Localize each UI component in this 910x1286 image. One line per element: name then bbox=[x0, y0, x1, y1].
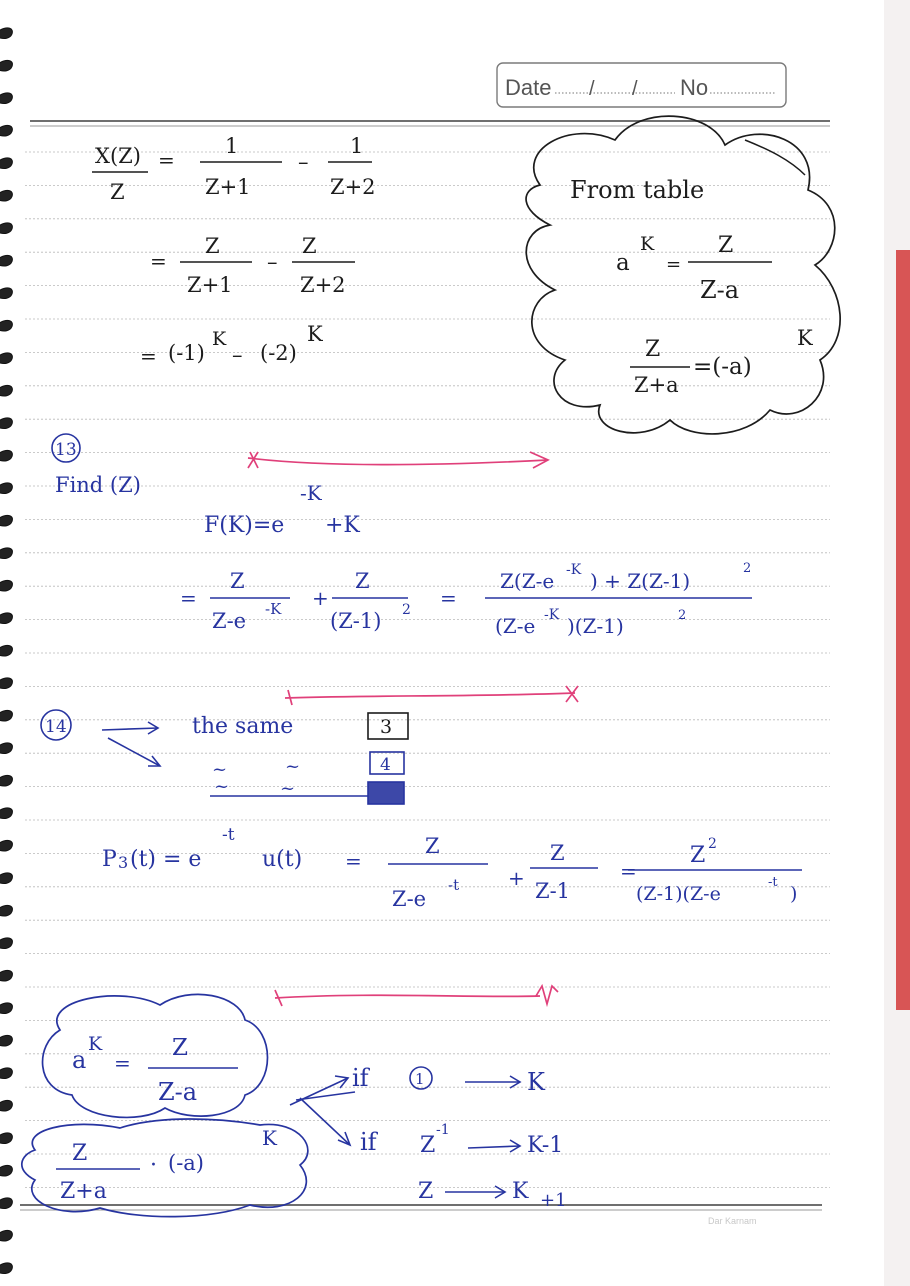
term-neg-1: (-1) bbox=[168, 341, 205, 365]
spiral-ring bbox=[0, 60, 12, 71]
spiral-ring bbox=[0, 873, 12, 884]
date-separator-2: / bbox=[632, 78, 638, 100]
ditto-1b: ~ bbox=[285, 756, 301, 777]
red-page-edge bbox=[896, 250, 910, 1010]
cloud-z-minus-a: Z-a bbox=[700, 276, 740, 304]
term-neg-2: (-2) bbox=[260, 341, 297, 365]
box-3-value: 3 bbox=[380, 716, 393, 738]
cloud-equals-neg-a: =(-a) bbox=[693, 354, 752, 380]
plus-one-subscript: +1 bbox=[540, 1190, 567, 1211]
spiral-ring bbox=[0, 353, 12, 364]
date-separator-1: / bbox=[589, 78, 595, 100]
z-inverse: Z bbox=[420, 1133, 436, 1158]
cloud-z-num-2: Z bbox=[645, 337, 661, 362]
p3-frac3-den-close: ) bbox=[790, 883, 798, 905]
frac13c-num-a: Z(Z-e bbox=[500, 569, 555, 593]
minus-2: – bbox=[267, 250, 278, 274]
cloud-exp-k-2: K bbox=[797, 326, 813, 350]
frac13c-den-sq: 2 bbox=[678, 608, 687, 623]
cloud-equals: = bbox=[666, 254, 682, 275]
summary-exp-k: K bbox=[88, 1033, 103, 1055]
fk-definition: F(K)=e bbox=[204, 513, 285, 538]
x-of-z-denominator: Z bbox=[110, 180, 125, 204]
p3-lhs: P bbox=[102, 847, 117, 872]
summary-z-plus-a: Z+a bbox=[60, 1179, 107, 1204]
spiral-ring bbox=[0, 613, 12, 624]
p3-equals-2: = bbox=[620, 859, 637, 883]
spiral-ring bbox=[0, 1003, 12, 1014]
cloud-exp-k: K bbox=[640, 233, 655, 255]
spiral-ring bbox=[0, 385, 12, 396]
spiral-ring bbox=[0, 223, 12, 234]
box-scribbled bbox=[368, 782, 404, 804]
the-same-label: the same bbox=[192, 714, 294, 739]
z-inverse-exp: -1 bbox=[436, 1122, 450, 1138]
p3-frac2-den: Z-1 bbox=[535, 879, 571, 903]
cloud-z-num: Z bbox=[718, 233, 734, 258]
numerator-z-a: Z bbox=[205, 234, 220, 258]
spiral-ring bbox=[0, 1198, 12, 1209]
spiral-ring bbox=[0, 1230, 12, 1241]
spiral-ring bbox=[0, 678, 12, 689]
spiral-ring bbox=[0, 288, 12, 299]
spiral-ring bbox=[0, 808, 12, 819]
summary-z-num-2: Z bbox=[72, 1141, 88, 1166]
box-4-value: 4 bbox=[380, 755, 391, 775]
equals-1: = bbox=[158, 148, 175, 172]
spiral-ring bbox=[0, 1068, 12, 1079]
summary-z-3: Z bbox=[418, 1179, 434, 1204]
spiral-ring bbox=[0, 1263, 12, 1274]
spiral-ring bbox=[0, 483, 12, 494]
frac13b-num: Z bbox=[355, 569, 370, 593]
p3-frac1-den-exp: -t bbox=[448, 876, 460, 894]
denominator-z-plus-1: Z+1 bbox=[205, 175, 251, 199]
ditto-2a: ~ bbox=[214, 776, 230, 797]
from-table-title: From table bbox=[570, 176, 705, 204]
spiral-ring bbox=[0, 1035, 12, 1046]
p3-frac1-num: Z bbox=[425, 834, 440, 858]
p3-frac3-den-exp: -t bbox=[768, 875, 778, 890]
summary-exp-k-2: K bbox=[262, 1126, 277, 1150]
date-label: Date bbox=[505, 75, 552, 100]
spiral-ring bbox=[0, 1165, 12, 1176]
to-k-plus: K bbox=[512, 1179, 529, 1204]
spiral-ring bbox=[0, 645, 12, 656]
spiral-ring bbox=[0, 970, 12, 981]
spiral-ring bbox=[0, 840, 12, 851]
frac13b-den: (Z-1) bbox=[330, 609, 382, 633]
spiral-ring bbox=[0, 548, 12, 559]
denominator-z-plus-2: Z+2 bbox=[330, 175, 376, 199]
minus-3: – bbox=[232, 343, 243, 367]
p3-plus: + bbox=[508, 866, 525, 890]
cloud-a: a bbox=[616, 250, 630, 276]
spiral-ring bbox=[0, 580, 12, 591]
number-label: No bbox=[680, 75, 709, 100]
frac13c-num-sq: 2 bbox=[743, 561, 752, 576]
spiral-ring bbox=[0, 93, 12, 104]
p3-frac3-num-sq: 2 bbox=[708, 836, 717, 852]
spiral-ring bbox=[0, 1133, 12, 1144]
ditto-2b: ~ bbox=[280, 778, 296, 799]
equals-3: = bbox=[140, 344, 157, 368]
spiral-ring bbox=[0, 190, 12, 201]
p3-exponent: -t bbox=[222, 825, 235, 845]
denominator-z-plus-1-b: Z+1 bbox=[187, 273, 233, 297]
equals-13b: = bbox=[440, 586, 457, 610]
p3-equals-1: = bbox=[345, 849, 362, 873]
spiral-ring bbox=[0, 905, 12, 916]
p3-frac3-num: Z bbox=[690, 843, 706, 868]
summary-z-num: Z bbox=[172, 1035, 188, 1061]
p3-frac3-den: (Z-1)(Z-e bbox=[636, 883, 721, 905]
summary-dot: · bbox=[150, 1153, 157, 1178]
spiral-ring bbox=[0, 255, 12, 266]
plus-13: + bbox=[312, 586, 329, 610]
ditto-1a: ~ bbox=[212, 759, 228, 780]
frac13c-num-b: ) + Z(Z-1) bbox=[590, 569, 691, 593]
spiral-ring bbox=[0, 125, 12, 136]
to-k: K bbox=[527, 1068, 545, 1096]
frac13a-num: Z bbox=[230, 569, 245, 593]
if-label-2: if bbox=[360, 1128, 377, 1156]
frac13a-den: Z-e bbox=[212, 609, 247, 633]
spiral-ring bbox=[0, 418, 12, 429]
equals-2: = bbox=[150, 249, 167, 273]
plus-k: +K bbox=[325, 513, 360, 538]
numerator-1a: 1 bbox=[225, 134, 239, 158]
p3-frac1-den: Z-e bbox=[392, 887, 427, 911]
denominator-z-plus-2-b: Z+2 bbox=[300, 273, 346, 297]
x-of-z: X(Z) bbox=[95, 144, 141, 168]
spiral-ring bbox=[0, 158, 12, 169]
numerator-1b: 1 bbox=[350, 134, 364, 158]
summary-a: a bbox=[72, 1046, 87, 1074]
if-label-1: if bbox=[352, 1064, 369, 1092]
p3-lhs-rest: (t) = e bbox=[130, 847, 202, 872]
equals-13a: = bbox=[180, 586, 197, 610]
spiral-ring bbox=[0, 775, 12, 786]
find-z-label: Find (Z) bbox=[55, 473, 141, 497]
summary-neg-a: (-a) bbox=[168, 1151, 205, 1175]
frac13a-den-exp: -K bbox=[265, 600, 282, 618]
fk-exponent: -K bbox=[300, 481, 322, 505]
summary-z-minus-a: Z-a bbox=[158, 1078, 198, 1106]
circled-one-value: 1 bbox=[415, 1070, 425, 1088]
notebook-brand: Dar Karnam bbox=[708, 1216, 757, 1226]
spiral-ring bbox=[0, 938, 12, 949]
frac13c-num-exp: -K bbox=[566, 562, 582, 578]
p3-unit-step: u(t) bbox=[262, 847, 303, 872]
spiral-ring bbox=[0, 450, 12, 461]
to-k-minus-1: K-1 bbox=[527, 1133, 564, 1158]
spiral-ring bbox=[0, 515, 12, 526]
frac13c-den-a: (Z-e bbox=[495, 614, 536, 638]
frac13b-den-sq: 2 bbox=[402, 602, 411, 618]
spiral-ring bbox=[0, 743, 12, 754]
exp-k-2: K bbox=[307, 322, 323, 346]
exp-k-1: K bbox=[212, 328, 227, 350]
summary-equals: = bbox=[114, 1051, 131, 1075]
p3-subscript: 3 bbox=[118, 853, 129, 872]
numerator-z-b: Z bbox=[302, 234, 317, 258]
problem-14-number: 14 bbox=[45, 717, 67, 737]
frac13c-den-exp: -K bbox=[544, 607, 560, 623]
minus-1: – bbox=[298, 150, 309, 174]
frac13c-den-b: )(Z-1) bbox=[567, 614, 624, 638]
spiral-ring bbox=[0, 710, 12, 721]
cloud-z-plus-a: Z+a bbox=[634, 373, 679, 397]
p3-frac2-num: Z bbox=[550, 841, 565, 865]
problem-13-number: 13 bbox=[55, 440, 77, 460]
spiral-ring bbox=[0, 28, 12, 39]
spiral-ring bbox=[0, 1100, 12, 1111]
spiral-ring bbox=[0, 320, 12, 331]
